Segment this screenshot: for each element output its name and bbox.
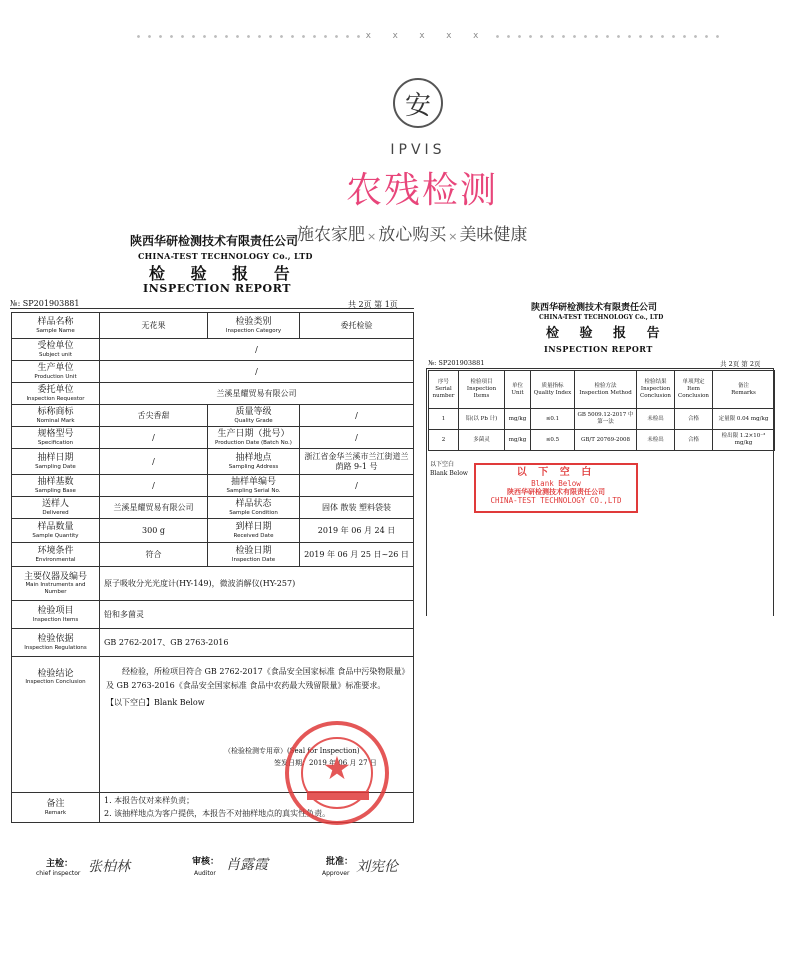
value-cell: / — [100, 449, 208, 475]
table-row — [12, 427, 414, 449]
conclusion-text: 经检验，所检项目符合 GB 2762-2017《食品安全国家标准 食品中污染物限量》及 GB 2763-2016《食品安全国家标准 食品中农药最大残留限量》标准要求。 — [106, 667, 406, 690]
value-cell: 2019 年 06 月 25 日~26 日 — [300, 543, 414, 567]
table-row — [12, 497, 414, 519]
table-row — [429, 409, 775, 430]
value-cell: 兰溪星耀贸易有限公司 — [100, 497, 208, 519]
cell: mg/kg — [505, 430, 531, 451]
value-cell: / — [300, 427, 414, 449]
divider-crosses: x x x x x — [365, 31, 487, 41]
label-cell: 备注 Remark — [12, 793, 100, 823]
label-cell: 检验类别 Inspection Category — [208, 313, 300, 339]
cell: 合格 — [675, 430, 713, 451]
table-row — [12, 601, 414, 629]
report-number: №: SP201903881 — [428, 359, 485, 367]
cell: GB 5009.12-2017 中第一法 — [575, 409, 637, 430]
value-cell: 舌尖香甜 — [100, 405, 208, 427]
report-title-en: INSPECTION REPORT — [544, 344, 653, 354]
stamp-company: 陕西华研检测技术有限责任公司 — [507, 487, 605, 496]
cell: mg/kg — [505, 409, 531, 430]
table-row — [12, 339, 414, 361]
cell: 铅(以 Pb 计) — [459, 409, 505, 430]
label-cell: 生产日期（批号） Production Date (Batch No.) — [208, 427, 300, 449]
value-cell: 委托检验 — [300, 313, 414, 339]
results-table — [428, 370, 775, 451]
stamp-company-en: CHINA-TEST TECHNOLOGY CO.,LTD — [490, 496, 622, 506]
issue-date: 签发日期：2019 年 06 月 27 日 — [274, 758, 377, 767]
company-name-en: CHINA-TEST TECHNOLOGY Co., LTD — [138, 251, 313, 261]
blank-below-note — [430, 460, 468, 478]
label-cell: 抽样单编号 Sampling Serial No. — [208, 475, 300, 497]
remark-line: 1. 本报告仅对来样负责； — [104, 795, 195, 805]
label-cell: 生产单位 Production Unit — [12, 361, 100, 383]
signature-row — [8, 854, 418, 884]
label-cell: 委托单位 Inspection Requestor — [12, 383, 100, 405]
column-header: 质量指标 Quality Index — [531, 371, 575, 409]
table-row — [12, 383, 414, 405]
decorative-dotted-divider — [133, 33, 719, 39]
remark-line: 2. 该抽样地点为客户提供，本报告不对抽样地点的真实性负责。 — [104, 808, 331, 818]
label-cell: 标称商标 Nominal Mark — [12, 405, 100, 427]
official-seal — [285, 721, 389, 825]
page-title: 农残检测 — [345, 170, 498, 211]
label-cell: 主要仪器及编号 Main Instruments and Number — [12, 567, 100, 601]
cell: 多菌灵 — [459, 430, 505, 451]
value-cell: 固体 散装 塑料袋装 — [300, 497, 414, 519]
value-cell: 兰溪星耀贸易有限公司 — [100, 383, 414, 405]
value-cell: / — [100, 339, 414, 361]
label-cell: 规格型号 Specification — [12, 427, 100, 449]
cell: ≤0.5 — [531, 430, 575, 451]
seal-note: （检验检测专用章）(Seal for Inspection) — [224, 746, 360, 755]
seal-band — [307, 791, 369, 800]
column-header: 检验结果 Inspection Conclusion — [637, 371, 675, 409]
page-indicator: 共 2页 第 2页 — [720, 360, 761, 368]
stamp-title: 以 下 空 白 — [516, 467, 596, 478]
approver-signature: 刘宪伦 — [356, 859, 398, 875]
company-name: 陕西华研检测技术有限责任公司 — [130, 234, 299, 248]
table-row — [12, 449, 414, 475]
label-cell: 样品状态 Sample Condition — [208, 497, 300, 519]
chief-inspector-label: 主检： — [46, 859, 74, 869]
table-row — [12, 405, 414, 427]
chief-inspector-en: chief inspector — [36, 870, 81, 877]
table-header-row — [429, 371, 775, 409]
table-row — [12, 313, 414, 339]
dot-line-left — [133, 35, 360, 38]
tagline-sep: × — [367, 230, 377, 243]
label-cell: 质量等级 Quality Grade — [208, 405, 300, 427]
column-header: 备注 Remarks — [713, 371, 775, 409]
label-cell: 环境条件 Environmental — [12, 543, 100, 567]
table-row — [12, 629, 414, 657]
tagline-part: 放心购买 — [378, 225, 447, 245]
logo-char: 安 — [404, 90, 431, 121]
brand-name: IPVIS — [390, 142, 446, 158]
label-cell: 抽样基数 Sampling Base — [12, 475, 100, 497]
cell: 1 — [429, 409, 459, 430]
value-cell: / — [300, 475, 414, 497]
table-row — [12, 475, 414, 497]
value-cell: 无花果 — [100, 313, 208, 339]
company-name-en: CHINA-TEST TECHNOLOGY Co., LTD — [539, 314, 664, 321]
auditor-en: Auditor — [194, 870, 216, 877]
stamp-en: Blank Below — [531, 479, 581, 488]
column-header: 检验项目 Inspection Items — [459, 371, 505, 409]
auditor-signature: 肖露霞 — [226, 857, 268, 873]
label-cell: 受检单位 Subject unit — [12, 339, 100, 361]
label-cell: 抽样日期 Sampling Date — [12, 449, 100, 475]
label-cell: 检验日期 Inspection Date — [208, 543, 300, 567]
label-cell: 检验结论 Inspection Conclusion — [12, 657, 100, 793]
label-cell: 到样日期 Received Date — [208, 519, 300, 543]
table-row — [429, 430, 775, 451]
value-cell: 铅和多菌灵 — [100, 601, 414, 629]
seal-star-icon: ★ — [322, 749, 352, 787]
value-cell: / — [100, 427, 208, 449]
column-header: 序号 Serial number — [429, 371, 459, 409]
table-row — [12, 543, 414, 567]
report-number: №: SP201903881 — [10, 299, 80, 308]
value-cell: GB 2762-2017、GB 2763-2016 — [100, 629, 414, 657]
dot-line-right — [492, 35, 719, 38]
cell: 合格 — [675, 409, 713, 430]
tagline-sep: × — [448, 230, 458, 243]
label-cell: 送样人 Delivered — [12, 497, 100, 519]
value-cell: / — [100, 475, 208, 497]
report-title: 检 验 报 告 — [149, 264, 300, 283]
cell: 未检出 — [637, 409, 675, 430]
table-row — [12, 519, 414, 543]
column-header: 单位 Unit — [505, 371, 531, 409]
label-cell: 抽样地点 Sampling Address — [208, 449, 300, 475]
table-row — [12, 567, 414, 601]
label-cell: 样品数量 Sample Quantity — [12, 519, 100, 543]
report-title: 检 验 报 告 — [546, 326, 668, 341]
page-indicator: 共 2页 第 1页 — [348, 300, 398, 309]
cell: 检出限 1.2×10⁻³ mg/kg — [713, 430, 775, 451]
brand-logo-icon — [393, 78, 443, 128]
label-cell: 检验项目 Inspection Items — [12, 601, 100, 629]
value-cell: / — [100, 361, 414, 383]
inspection-report-page-2 — [426, 298, 776, 616]
tagline-part: 施农家肥 — [297, 225, 365, 245]
inspection-report-page-1 — [8, 228, 418, 888]
report-title-en: INSPECTION REPORT — [143, 282, 292, 295]
cell: ≤0.1 — [531, 409, 575, 430]
column-header: 单项判定 Item Conclusion — [675, 371, 713, 409]
value-cell: / — [300, 405, 414, 427]
value-cell: 浙江省金华兰溪市兰江街道兰荫路 9-1 号 — [300, 449, 414, 475]
chief-inspector-signature: 张柏林 — [88, 859, 130, 875]
table-row — [12, 361, 414, 383]
company-name: 陕西华研检测技术有限责任公司 — [531, 303, 658, 313]
blank-below-note: 【以下空白】Blank Below — [106, 698, 205, 708]
blank-below-cn: 以下空白 — [430, 461, 455, 468]
approver-label: 批准： — [326, 857, 354, 867]
column-header: 检验方法 Inspection Method — [575, 371, 637, 409]
label-cell: 检验依据 Inspection Regulations — [12, 629, 100, 657]
cell: 未检出 — [637, 430, 675, 451]
value-cell: 2019 年 06 月 24 日 — [300, 519, 414, 543]
cell: 定量限 0.04 mg/kg — [713, 409, 775, 430]
blank-below-en: Blank Below — [430, 470, 468, 477]
value-cell: 300 g — [100, 519, 208, 543]
value-cell: 原子吸收分光光度计(HY-149)，微波消解仪(HY-257) — [100, 567, 414, 601]
approver-en: Approver — [322, 870, 350, 877]
tagline-part: 美味健康 — [459, 225, 528, 245]
blank-below-stamp — [474, 463, 638, 513]
cell: 2 — [429, 430, 459, 451]
divider — [10, 308, 414, 309]
auditor-label: 审核： — [192, 857, 220, 867]
label-cell: 样品名称 Sample Name — [12, 313, 100, 339]
value-cell: 符合 — [100, 543, 208, 567]
cell: GB/T 20769-2008 — [575, 430, 637, 451]
